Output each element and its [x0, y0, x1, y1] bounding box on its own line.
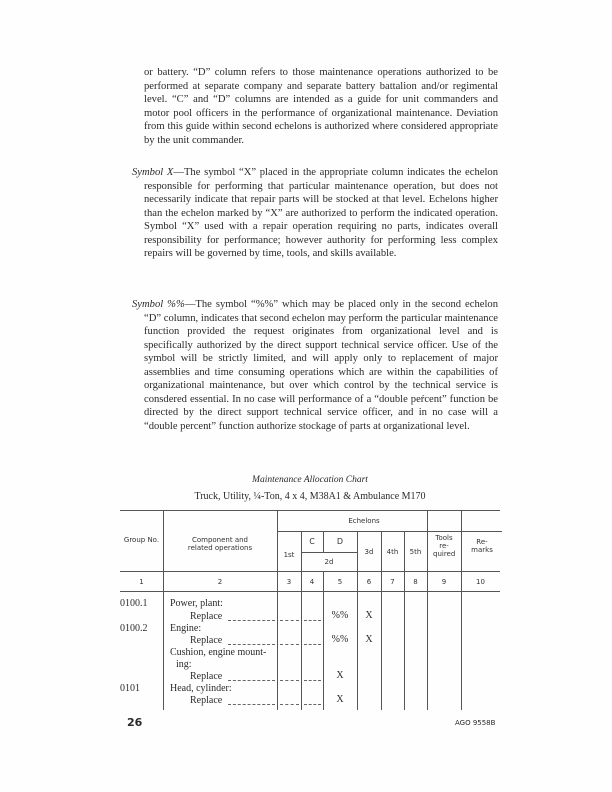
symbol-x-label: Symbol X: [132, 167, 174, 178]
paragraph-symbol-x: [132, 166, 498, 261]
col-number: 3: [286, 578, 292, 586]
empty-dash: [280, 644, 299, 645]
header-component: Component and related operations: [187, 536, 253, 552]
leader-dots: [228, 704, 275, 705]
operation-name: Replace: [190, 671, 223, 682]
header-3d: 3d: [364, 548, 374, 556]
document-code: AGO 9558B: [455, 719, 496, 727]
component-name: Power, plant:: [170, 598, 223, 609]
chart-title: Maintenance Allocation Chart: [252, 475, 368, 485]
symbol-percent-label: Symbol %%: [132, 299, 185, 310]
col-number: 6: [366, 578, 372, 586]
leader-dots: [228, 620, 275, 621]
header-tools-required: Tools re- quired: [433, 534, 456, 558]
empty-dash: [280, 620, 299, 621]
col-divider: [163, 510, 164, 710]
group-number: 0101: [120, 683, 140, 694]
paragraph-echelon-columns: or battery. “D” column refers to those maintenance operations authorized to be performed at separate company and separate battery battalion and/or regimental level. “C” and “D” columns are intended as a guide for unit commanders and motor pool officers in the performance of organizational maintenance. Deviation from this guide within second echelons is authorized where considered appropriate by the unit commander.: [144, 67, 498, 146]
col-number: 2: [217, 578, 223, 586]
d-column-mark: %%: [331, 610, 349, 621]
symbol-percent-text: —The symbol “%%” which may be placed only in the second echelon “D” column, indicates that second echelon may perform the particular maintenance function provided the request originates from organizational level and is specifically authorized by the direct support technical service officer. Use of the symbol will be strictly limited, and will apply only to replacement of major assemblies and time consuming operations which are within the capabilities of organizational maintenance, but over which control by the technical service is consdered essential. In no case will performance of a “double peŕcent” function be directed by the direct support technical service officer, and in no case will a “double percent” function authorize stockage of parts at organizational level.: [144, 299, 498, 432]
group-number: 0100.1: [120, 598, 148, 609]
empty-dash: [304, 620, 321, 621]
d-column-mark: X: [336, 670, 344, 681]
col-divider: [404, 531, 405, 710]
header-remarks: Re- marks: [471, 538, 493, 554]
col-number: 5: [337, 578, 343, 586]
header-4th: 4th: [386, 548, 399, 556]
empty-dash: [304, 704, 321, 705]
d-column-mark: X: [336, 694, 344, 705]
col-divider: [427, 510, 428, 710]
third-echelon-mark: X: [365, 634, 373, 645]
leader-dots: [228, 644, 275, 645]
component-name-continued: ing:: [176, 659, 192, 670]
component-name: Engine:: [170, 623, 202, 634]
col-number: 1: [139, 578, 144, 586]
col-number: 7: [390, 578, 395, 586]
header-1st: 1st: [283, 551, 295, 559]
page-number: 26: [127, 716, 143, 729]
paragraph-symbol-percent: [132, 298, 498, 433]
maintenance-allocation-table: [120, 510, 500, 710]
col-number: 10: [476, 578, 485, 586]
leader-dots: [228, 680, 275, 681]
empty-dash: [304, 644, 321, 645]
third-echelon-mark: X: [365, 610, 373, 621]
component-name: Cushion, engine mount-: [170, 647, 267, 658]
header-2d: 2d: [324, 558, 334, 566]
col-divider: [277, 510, 278, 710]
cd-rule: [301, 552, 357, 553]
col-divider: [461, 510, 462, 710]
header-echelons: Echelons: [348, 517, 380, 525]
echelons-rule: [278, 531, 502, 532]
empty-dash: [280, 680, 299, 681]
operation-name: Replace: [190, 635, 223, 646]
d-column-mark: %%: [331, 634, 349, 645]
header-group-no: Group No.: [123, 536, 160, 544]
header-bottom-rule: [120, 571, 500, 572]
empty-dash: [280, 704, 299, 705]
table-top-rule: [120, 510, 500, 511]
operation-name: Replace: [190, 611, 223, 622]
empty-dash: [304, 680, 321, 681]
operation-name: Replace: [190, 695, 223, 706]
component-name: Head, cylinder:: [170, 683, 232, 694]
col-number: 8: [413, 578, 418, 586]
col-number: 9: [441, 578, 447, 586]
chart-subtitle: Truck, Utility, ¼-Ton, 4 x 4, M38A1 & Ambulance M170: [194, 491, 426, 502]
symbol-x-text: —The symbol “X” placed in the appropriate column indicates the echelon responsible for performing that particular maintenance operation, but does not necessarily indicate that repair parts will be stocked at that level. Echelons higher than the echelon marked by “X” are authorized to perform the indicated operation. Symbol “X” used with a repair operation requiring no parts, indicates overall responsibility for performance; however authority for performing less complex repairs will be governed by time, tools, and skills available.: [144, 167, 498, 259]
col-number: 4: [309, 578, 315, 586]
numbers-bottom-rule: [120, 591, 500, 592]
header-c: C: [309, 537, 315, 546]
header-d: D: [336, 537, 344, 546]
col-divider: [381, 531, 382, 710]
group-number: 0100.2: [120, 623, 148, 634]
header-5th: 5th: [409, 548, 422, 556]
